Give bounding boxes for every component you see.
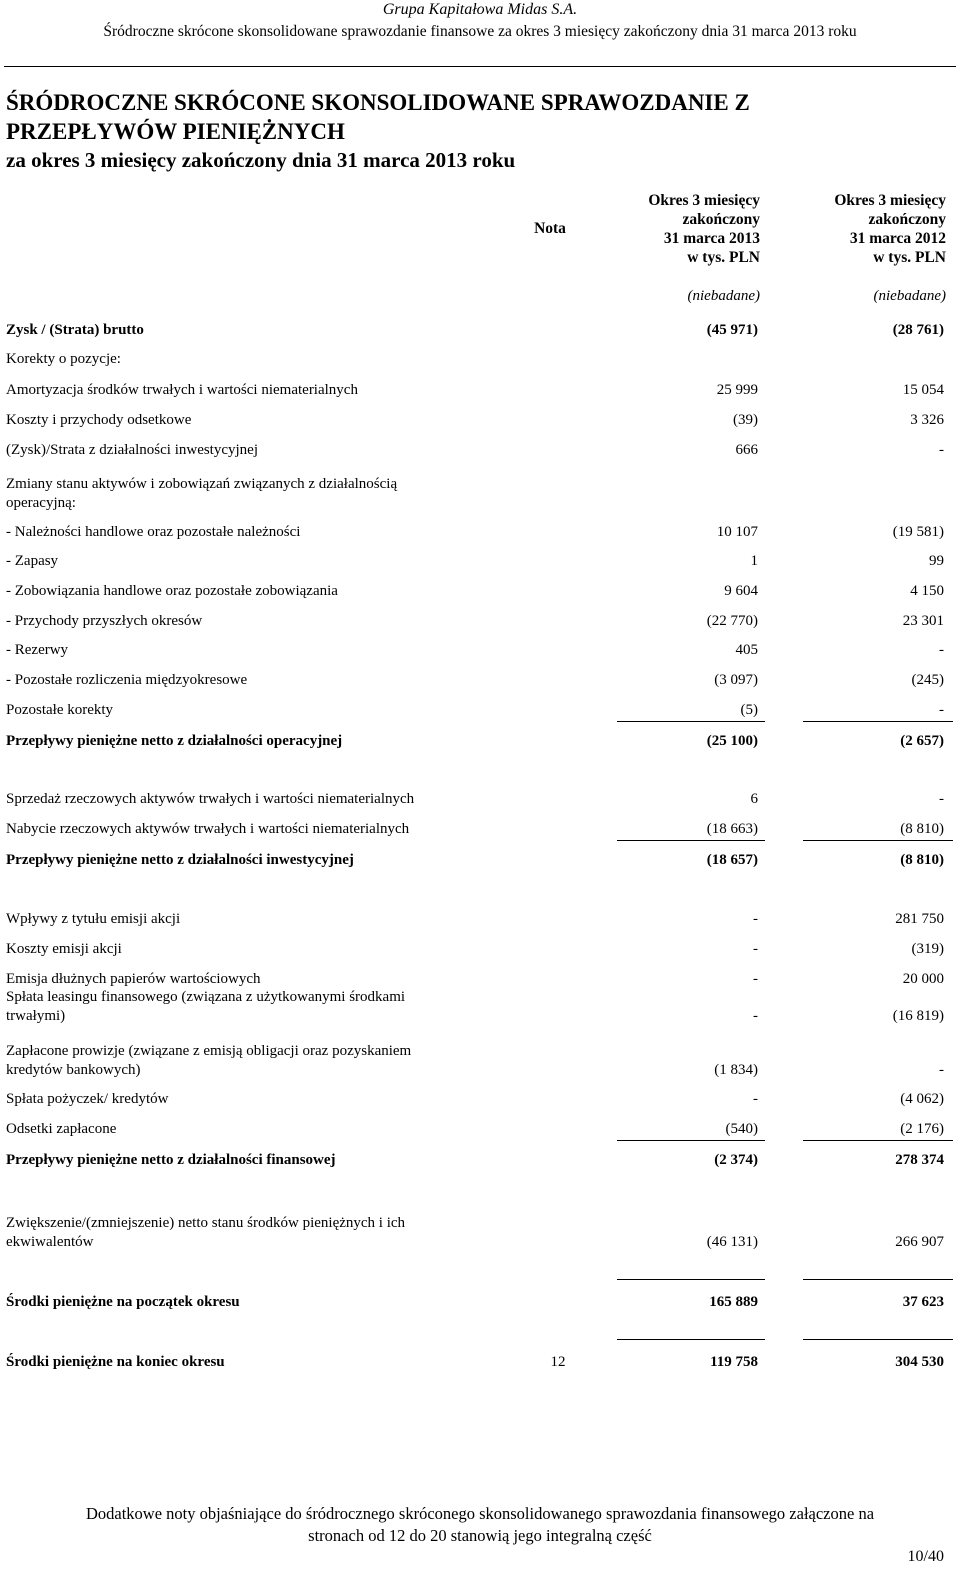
subtotal-rule	[803, 1279, 953, 1280]
subtotal-rule	[803, 1339, 953, 1340]
title-line-1: ŚRÓDROCZNE SKRÓCONE SKONSOLIDOWANE SPRAWOZDANIE Z	[6, 90, 750, 115]
page-number: 10/40	[907, 1548, 944, 1565]
report-subtitle: Śródroczne skrócone skonsolidowane sprawozdanie finansowe za okres 3 miesięcy zakończony dnia 31 marca 2013 roku	[103, 23, 857, 40]
subtotal-rule	[617, 1140, 765, 1141]
footer-line-2: stronach od 12 do 20 stanowią jego integralną część	[308, 1526, 652, 1545]
subtotal-rule	[617, 1279, 765, 1280]
subtotal-rule	[617, 840, 765, 841]
note-reference: 12	[550, 1354, 566, 1370]
column-header-2013: Okres 3 miesięcy zakończony 31 marca 2013 w tys. PLN	[648, 192, 760, 266]
company-name: Grupa Kapitałowa Midas S.A.	[382, 1, 578, 18]
page-footer	[0, 1503, 960, 1547]
footer-line-1: Dodatkowe noty objaśniające do śródrocznego skróconego skonsolidowanego sprawozdania finansowego załączone na	[85, 1504, 875, 1523]
header-divider	[4, 66, 956, 67]
unaudited-label-2012: (niebadane)	[873, 288, 946, 304]
subtotal-rule	[803, 1140, 953, 1141]
page-header	[0, 0, 960, 43]
subtotal-rule	[803, 721, 953, 722]
title-line-2: PRZEPŁYWÓW PIENIĘŻNYCH	[6, 119, 345, 144]
subtotal-rule	[617, 721, 765, 722]
column-header-nota: Nota	[534, 220, 566, 237]
unaudited-label-2013: (niebadane)	[687, 288, 760, 304]
column-header-2012: Okres 3 miesięcy zakończony 31 marca 2012 w tys. PLN	[834, 192, 946, 266]
title-line-3: za okres 3 miesięcy zakończony dnia 31 marca 2013 roku	[6, 148, 516, 172]
subtotal-rule	[617, 1339, 765, 1340]
subtotal-rule	[803, 840, 953, 841]
statement-title	[6, 88, 750, 175]
